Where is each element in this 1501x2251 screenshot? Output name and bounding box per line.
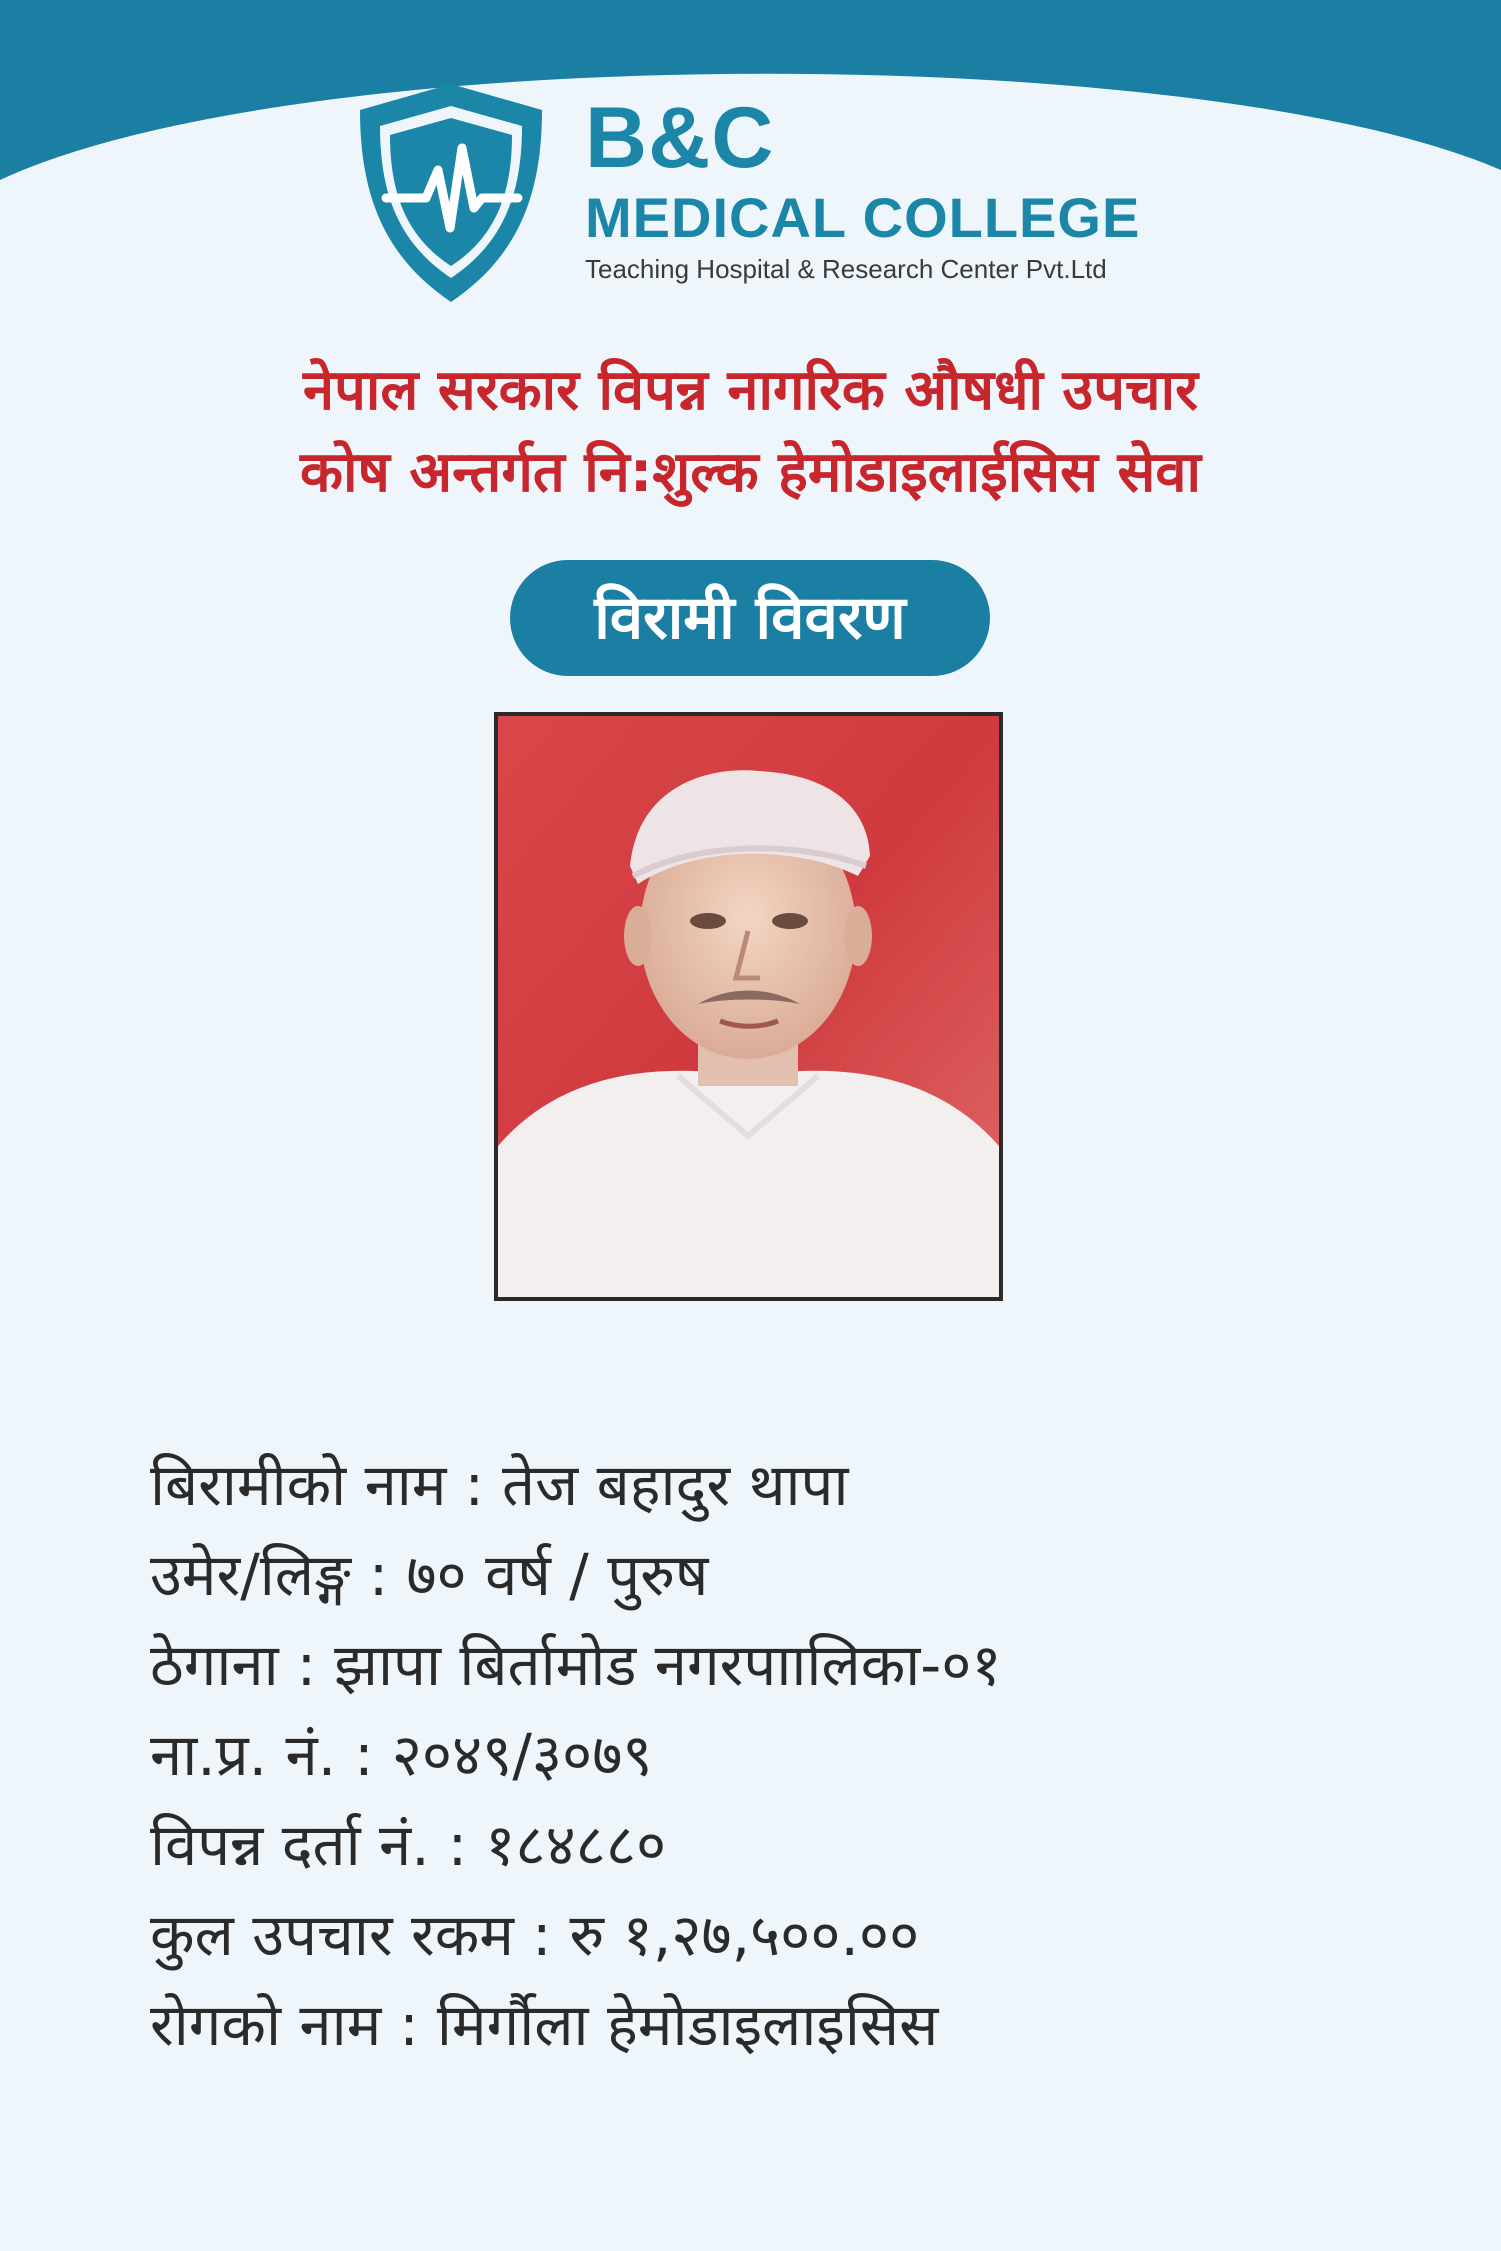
- detail-value: ७० वर्ष / पुरुष: [406, 1541, 709, 1609]
- shield-logo-icon: [346, 78, 556, 308]
- headline: [60, 350, 1441, 514]
- section-label-pill: विरामी विवरण: [510, 560, 990, 676]
- detail-label: बिरामीको नाम: [150, 1451, 447, 1519]
- headline-line-1: नेपाल सरकार विपन्न नागरिक औषधी उपचार: [303, 358, 1198, 423]
- detail-row-registration-no: विपन्न दर्ता नं. : १८४८८०: [150, 1811, 667, 1879]
- brand-subtitle: MEDICAL COLLEGE: [585, 186, 1141, 249]
- detail-label: विपन्न दर्ता नं.: [150, 1811, 430, 1879]
- detail-value: मिर्गौला हेमोडाइलाइसिस: [436, 1991, 939, 2059]
- detail-row-total-amount: कुल उपचार रकम : रु १,२७,५००.००: [150, 1901, 920, 1969]
- brand-tagline: Teaching Hospital & Research Center Pvt.Ltd: [585, 254, 1107, 284]
- brand-block: [585, 92, 1305, 284]
- detail-label: ठेगाना: [150, 1631, 279, 1699]
- detail-value: झापा बिर्तामोड नगरपाालिका-०१: [334, 1631, 1002, 1699]
- headline-line-2: कोष अन्तर्गत नि:शुल्क हेमोडाइलाईसिस सेवा: [300, 440, 1201, 505]
- brand-name: B&C: [585, 90, 775, 186]
- detail-value: रु १,२७,५००.००: [569, 1901, 920, 1969]
- patient-photo: [494, 712, 1003, 1301]
- detail-row-address: ठेगाना : झापा बिर्तामोड नगरपाालिका-०१: [150, 1631, 1002, 1699]
- detail-label: रोगको नाम: [150, 1991, 382, 2059]
- detail-row-age-gender: उमेर/लिङ्ग : ७० वर्ष / पुरुष: [150, 1541, 709, 1609]
- detail-label: ना.प्र. नं.: [150, 1721, 337, 1789]
- patient-details: [150, 1440, 1450, 2070]
- detail-value: तेज बहादुर थापा: [502, 1451, 849, 1519]
- detail-label: कुल उपचार रकम: [150, 1901, 514, 1969]
- patient-portrait-image: [498, 716, 999, 1297]
- detail-value: २०४९/३०७९: [391, 1721, 653, 1789]
- detail-value: १८४८८०: [485, 1811, 667, 1879]
- detail-row-disease: रोगको नाम : मिर्गौला हेमोडाइलाइसिस: [150, 1991, 939, 2059]
- detail-row-citizenship-no: ना.प्र. नं. : २०४९/३०७९: [150, 1721, 653, 1789]
- detail-label: उमेर/लिङ्ग: [150, 1541, 351, 1609]
- detail-row-name: बिरामीको नाम : तेज बहादुर थापा: [150, 1451, 849, 1519]
